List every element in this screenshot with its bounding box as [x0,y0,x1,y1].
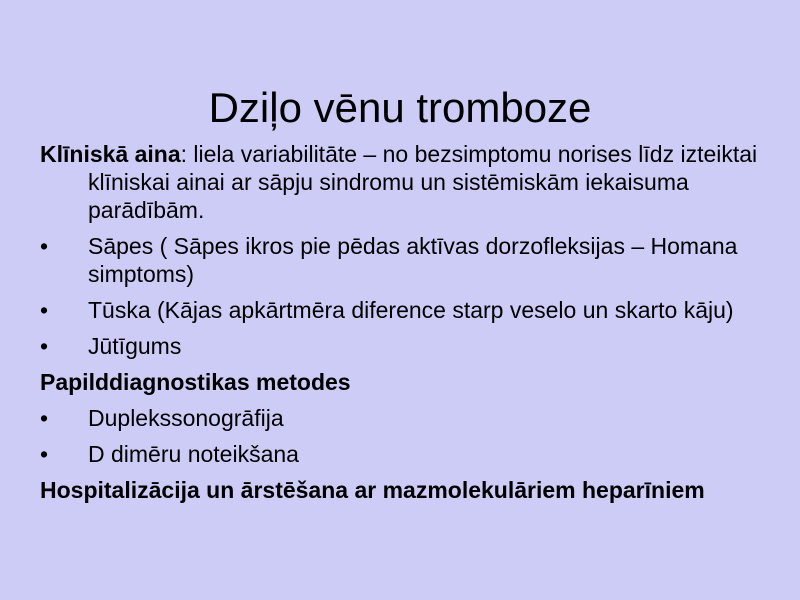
slide-title: Dziļo vēnu tromboze [208,84,592,131]
diagnostic-text: D dimēru noteikšana [88,441,299,467]
symptom-text: Sāpes ( Sāpes ikros pie pēdas aktīvas dorzofleksijas – Homana simptoms) [88,233,738,287]
diagnostic-item-duplex [40,404,760,432]
symptom-item-edema [40,296,760,324]
symptom-item-tenderness [40,332,760,360]
diagnostics-heading: Papilddiagnostikas metodes [40,369,351,395]
bullet-icon: • [40,441,49,467]
diagnostic-text: Duplekssonogrāfija [88,405,284,431]
symptom-text: Tūska (Kājas apkārtmēra diference starp veselo un skarto kāju) [88,297,734,323]
bullet-icon: • [40,297,49,323]
bullet-icon: • [40,405,49,431]
treatment-paragraph: Hospitalizācija un ārstēšana ar mazmolekulāriem heparīniem [40,477,705,503]
symptom-text: Jūtīgums [88,333,182,359]
bullet-icon: • [40,233,49,259]
clinical-picture-paragraph [40,140,760,224]
symptom-item-pain [40,232,760,288]
diagnostic-item-d-dimer [40,440,760,468]
clinical-picture-label: Klīniskā aina [40,141,181,167]
slide-body [40,140,760,512]
clinical-picture-text: : liela variabilitāte – no bezsimptomu norises līdz izteiktai klīniskai ainai ar sāpju sindromu un sistēmiskām iekaisuma parādībām. [88,141,758,223]
bullet-icon: • [40,333,49,359]
